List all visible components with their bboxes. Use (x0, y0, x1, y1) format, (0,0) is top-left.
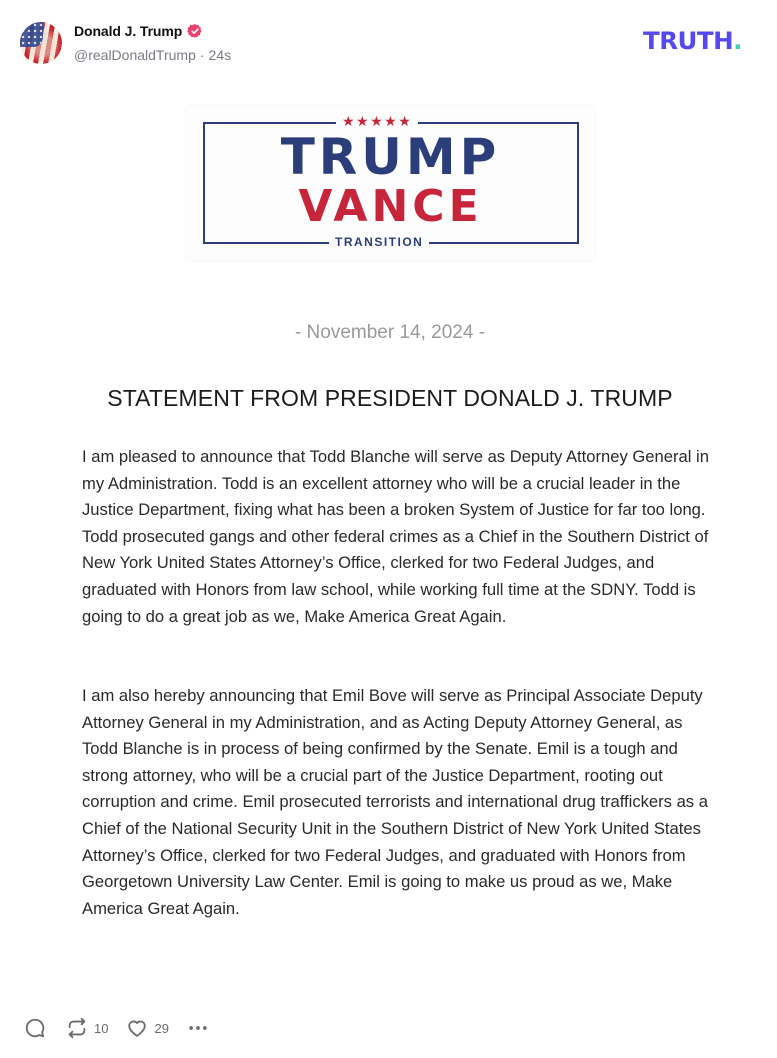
statement-date: - November 14, 2024 - (294, 322, 486, 343)
author-meta-row (74, 47, 231, 63)
like-button[interactable] (126, 1017, 168, 1039)
verified-badge-icon (187, 23, 203, 39)
heart-icon (126, 1017, 148, 1039)
post-image-statement[interactable] (40, 86, 740, 986)
more-icon (187, 1017, 209, 1039)
statement-paragraph-1: I am pleased to announce that Todd Blanche will serve as Deputy Attorney General in my Administration. Todd is an excellent attorney who will be a crucial leader in the Justice Department, fixing what has been a broken System of Justice for far too long. Todd prosecuted gangs and other federal crimes as a Chief in the Southern District of New York United States Attorney’s Office, clerked for two Federal Judges, and graduated with Honors from law school, while working full time at the SDNY. Todd is going to do a great job as we, Make America Great Again. (82, 447, 709, 626)
logo-text: TRUTH (643, 27, 734, 55)
repost-icon (66, 1017, 88, 1039)
author-display-name[interactable]: Donald J. Trump (74, 23, 183, 39)
truth-social-logo (643, 29, 742, 53)
logo-dot: . (733, 27, 742, 55)
author-name-row (74, 23, 203, 39)
repost-button[interactable] (66, 1017, 108, 1039)
statement-paragraph-2: I am also hereby announcing that Emil Bove will serve as Principal Associate Deputy Attorney General in my Administration, and as Acting Deputy Attorney General, as Todd Blanche is in process of being confirmed by the Senate. Emil is a tough and strong attorney, who will be a crucial part of the Justice Department, rooting out corruption and crime. Emil prosecuted terrorists and international drug traffickers as a Chief of the National Security Unit in the Southern District of New York United States Attorney’s Office, clerked for two Federal Judges, and graduated with Honors from Georgetown University Law Center. Emil is going to make us proud as we, Make America Great Again. (82, 686, 708, 918)
reply-icon (24, 1017, 46, 1039)
post-timestamp[interactable]: 24s (208, 47, 232, 63)
avatar[interactable] (20, 22, 62, 64)
post-actions-bar (24, 1015, 209, 1041)
banner-transition: TRANSITION (329, 235, 429, 249)
banner-trump: TRUMP (280, 128, 501, 186)
statement-title: STATEMENT FROM PRESIDENT DONALD J. TRUMP (107, 385, 673, 411)
repost-count: 10 (94, 1020, 109, 1036)
more-options-button[interactable] (187, 1017, 209, 1039)
like-count: 29 (154, 1020, 169, 1036)
post-header (0, 0, 777, 80)
trump-vance-transition-banner (187, 106, 594, 260)
banner-stars: ★★★★★ (336, 114, 418, 128)
reply-button[interactable] (24, 1017, 46, 1039)
meta-separator: · (199, 47, 205, 63)
author-handle[interactable]: @realDonaldTrump (74, 47, 196, 63)
banner-vance: VANCE (298, 181, 483, 232)
